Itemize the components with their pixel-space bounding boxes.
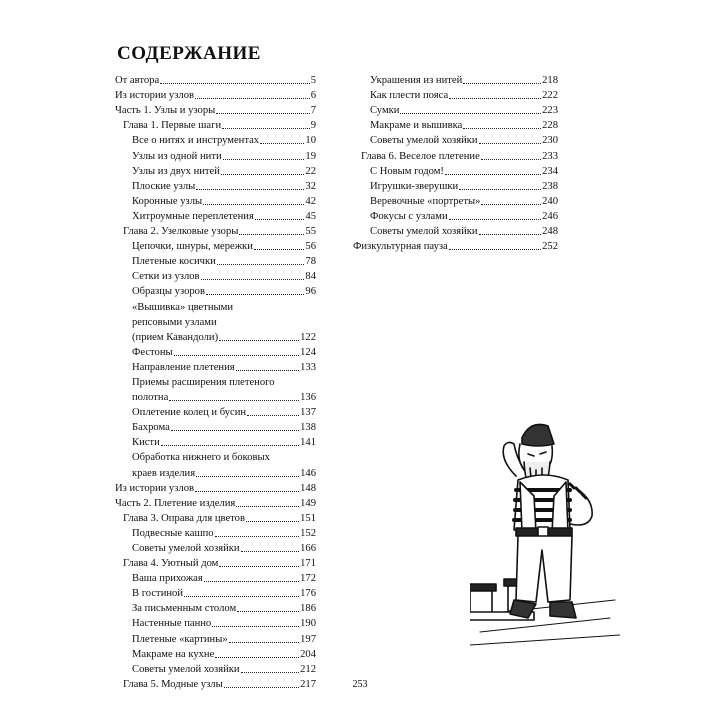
dot-leader	[479, 234, 542, 235]
dot-leader	[239, 234, 304, 235]
toc-entry	[115, 419, 316, 434]
dot-leader	[221, 174, 304, 175]
dot-leader	[216, 113, 309, 114]
toc-entry-page: 222	[542, 90, 558, 102]
toc-entry-label: (прием Кавандоли)	[132, 331, 219, 343]
toc-entry	[115, 72, 316, 87]
dot-leader	[481, 159, 541, 160]
toc-entry	[115, 646, 316, 661]
dot-leader	[481, 204, 541, 205]
toc-entry-label: Плоские узлы	[132, 180, 196, 192]
toc-entry	[115, 298, 316, 313]
toc-entry-page: 217	[300, 678, 316, 690]
dot-leader	[241, 672, 300, 673]
dot-leader	[445, 174, 541, 175]
toc-entry	[115, 570, 316, 585]
toc-entry-page: 146	[300, 467, 316, 479]
dot-leader	[400, 113, 541, 114]
toc-entry-label: Советы умелой хозяйки	[370, 135, 478, 147]
toc-entry-label: Сетки из узлов	[132, 271, 200, 283]
toc-entry-label: Украшения из нитей	[370, 75, 463, 87]
toc-entry-label: Глава 3. Оправа для цветов	[123, 512, 245, 524]
toc-entry	[115, 359, 316, 374]
toc-entry	[353, 163, 558, 178]
toc-entry	[115, 495, 316, 510]
dot-leader	[204, 581, 299, 582]
toc-entry-label: Советы умелой хозяйки	[132, 543, 240, 554]
toc-entry-page: 166	[300, 543, 316, 554]
toc-entry	[353, 223, 558, 238]
toc-right-column	[353, 72, 558, 253]
toc-entry-page: 137	[300, 407, 316, 419]
dot-leader	[255, 219, 305, 220]
toc-entry-label: Все о нитях и инструментах	[132, 135, 260, 147]
toc-entry-page: 22	[305, 165, 316, 177]
toc-entry-label: Глава 2. Узелковые узоры	[123, 226, 239, 238]
toc-entry	[115, 329, 316, 344]
toc-entry	[115, 540, 316, 555]
dot-leader	[215, 657, 299, 658]
toc-entry	[115, 163, 316, 178]
toc-entry	[353, 178, 558, 193]
toc-entry-page: 223	[542, 105, 558, 117]
toc-entry	[115, 525, 316, 540]
toc-entry-label: Как плести пояса	[370, 90, 449, 102]
toc-entry-page: 55	[305, 226, 316, 238]
toc-entry	[353, 208, 558, 223]
toc-entry-label: Советы умелой хозяйки	[370, 226, 478, 238]
toc-entry	[115, 344, 316, 359]
toc-entry	[353, 72, 558, 87]
toc-entry-page: 78	[305, 256, 316, 268]
dot-leader	[184, 596, 299, 597]
dot-leader	[195, 491, 299, 492]
toc-entry	[115, 314, 316, 329]
dot-leader	[459, 189, 541, 190]
toc-entry-page: 6	[310, 90, 316, 102]
toc-entry-page: 138	[300, 422, 316, 434]
dot-leader	[171, 430, 299, 431]
toc-entry-label: Обработка нижнего и боковых	[132, 452, 270, 464]
sailor-illustration	[470, 400, 620, 650]
toc-entry-page: 56	[305, 241, 316, 253]
dot-leader	[222, 128, 310, 129]
toc-entry	[115, 193, 316, 208]
toc-entry-label: репсовыми узлами	[132, 316, 217, 328]
toc-entry-page: 148	[300, 482, 316, 494]
dot-leader	[236, 370, 299, 371]
toc-entry	[115, 600, 316, 615]
dot-leader	[196, 476, 299, 477]
toc-entry-page: 84	[305, 271, 316, 283]
toc-entry	[353, 102, 558, 117]
toc-entry-label: За письменным столом	[132, 603, 237, 615]
toc-entry	[115, 585, 316, 600]
dot-leader	[223, 159, 305, 160]
toc-entry	[115, 449, 316, 464]
dot-leader	[215, 536, 300, 537]
toc-entry-page: 228	[542, 120, 558, 132]
dot-leader	[196, 189, 304, 190]
toc-entry-page: 10	[305, 135, 316, 147]
toc-entry	[353, 117, 558, 132]
dot-leader	[160, 83, 310, 84]
toc-entry	[115, 87, 316, 102]
toc-entry-page: 230	[542, 135, 558, 147]
toc-entry	[115, 283, 316, 298]
toc-entry-label: Советы умелой хозяйки	[132, 663, 240, 675]
toc-entry-page: 151	[300, 512, 316, 524]
toc-entry-label: От автора	[115, 75, 160, 87]
dot-leader	[217, 264, 305, 265]
toc-entry	[353, 193, 558, 208]
toc-entry-label: Узлы из двух нитей	[132, 165, 220, 177]
toc-entry-label: Глава 5. Модные узлы	[123, 678, 223, 690]
toc-entry-page: 252	[542, 241, 558, 253]
toc-entry-label: Из истории узлов	[115, 482, 194, 494]
dot-leader	[236, 506, 299, 507]
toc-entry-label: Образцы узоров	[132, 286, 205, 298]
toc-left-column	[115, 72, 316, 691]
toc-entry-label: Физкультурная пауза	[353, 241, 448, 253]
dot-leader	[260, 143, 304, 144]
toc-entry	[115, 510, 316, 525]
toc-entry-page: 122	[300, 331, 316, 343]
dot-leader	[241, 551, 300, 552]
toc-entry-label: Веревочные «портреты»	[370, 195, 481, 207]
toc-entry-page: 246	[542, 210, 558, 222]
toc-entry-page: 96	[305, 286, 316, 298]
toc-entry	[115, 374, 316, 389]
toc-entry-page: 172	[300, 573, 316, 585]
toc-entry-label: Макраме на кухне	[132, 648, 215, 660]
toc-entry	[115, 238, 316, 253]
toc-entry-page: 204	[300, 648, 316, 660]
toc-entry-label: Коронные узлы	[132, 195, 203, 207]
toc-entry-label: Макраме и вышивка	[370, 120, 463, 132]
toc-entry-label: Плетеные косички	[132, 256, 216, 268]
toc-entry-page: 240	[542, 195, 558, 207]
dot-leader	[254, 249, 305, 250]
toc-entry	[353, 132, 558, 147]
dot-leader	[174, 355, 299, 356]
dot-leader	[246, 521, 299, 522]
toc-entry-page: 141	[300, 437, 316, 449]
toc-entry	[115, 480, 316, 495]
toc-entry-page: 45	[305, 210, 316, 222]
toc-entry	[353, 147, 558, 162]
dot-leader	[449, 249, 541, 250]
toc-entry-page: 248	[542, 226, 558, 238]
toc-entry-page: 124	[300, 346, 316, 358]
toc-entry-label: Оплетение колец и бусин	[132, 407, 247, 419]
toc-entry-label: Подвесные кашпо	[132, 527, 214, 539]
toc-entry	[115, 389, 316, 404]
dot-leader	[463, 128, 541, 129]
toc-entry-page: 19	[305, 150, 316, 162]
dot-leader	[247, 415, 299, 416]
page-title: СОДЕРЖАНИЕ	[117, 43, 261, 64]
toc-entry-label: краев изделия	[132, 467, 196, 479]
toc-entry	[115, 615, 316, 630]
toc-entry	[115, 464, 316, 479]
dot-leader	[219, 566, 299, 567]
dot-leader	[479, 143, 542, 144]
dot-leader	[206, 294, 304, 295]
page-number: 253	[352, 679, 368, 690]
toc-entry-label: Узлы из одной нити	[132, 150, 222, 162]
toc-entry-label: Плетеные «картины»	[132, 633, 228, 645]
toc-entry-page: 197	[300, 633, 316, 645]
toc-entry-label: Фокусы с узлами	[370, 210, 448, 222]
toc-entry	[115, 223, 316, 238]
dot-leader	[229, 642, 299, 643]
toc-entry-page: 149	[300, 497, 316, 509]
toc-entry-page: 212	[300, 663, 316, 675]
toc-entry	[115, 404, 316, 419]
toc-entry-label: Хитроумные переплетения	[132, 210, 254, 222]
toc-entry-label: Из истории узлов	[115, 90, 194, 102]
toc-entry-page: 176	[300, 588, 316, 600]
toc-entry-label: Сумки	[370, 105, 400, 117]
toc-entry-page: 133	[300, 361, 316, 373]
toc-entry	[115, 661, 316, 676]
dot-leader	[169, 400, 299, 401]
toc-entry	[115, 555, 316, 570]
dot-leader	[449, 98, 541, 99]
toc-entry-label: С Новым годом!	[370, 165, 444, 177]
dot-leader	[203, 204, 304, 205]
toc-entry-label: Глава 6. Веселое плетение	[361, 150, 480, 162]
toc-entry-label: Настенные панно	[132, 618, 212, 630]
toc-entry-label: Бахрома	[132, 422, 170, 434]
toc-entry-page: 9	[310, 120, 316, 132]
dot-leader	[463, 83, 541, 84]
dot-leader	[212, 626, 299, 627]
toc-entry-label: Игрушки-зверушки	[370, 180, 459, 192]
toc-entry	[115, 117, 316, 132]
toc-entry-label: Глава 4. Уютный дом	[123, 558, 219, 570]
toc-entry-page: 238	[542, 180, 558, 192]
toc-entry-page: 7	[310, 105, 316, 117]
toc-entry-page: 136	[300, 392, 316, 404]
dot-leader	[219, 340, 299, 341]
toc-entry-page: 190	[300, 618, 316, 630]
toc-entry-label: полотна	[132, 392, 169, 404]
toc-entry-page: 234	[542, 165, 558, 177]
toc-entry-label: Ваша прихожая	[132, 573, 203, 585]
dot-leader	[201, 279, 305, 280]
dot-leader	[161, 445, 299, 446]
toc-entry-page: 152	[300, 527, 316, 539]
toc-entry-page: 186	[300, 603, 316, 615]
toc-entry	[115, 132, 316, 147]
toc-entry-label: Цепочки, шнуры, мережки	[132, 241, 253, 253]
toc-entry	[115, 208, 316, 223]
toc-entry-label: Приемы расширения плетеного	[132, 376, 275, 388]
toc-entry	[353, 238, 558, 253]
toc-entry-label: Кисти	[132, 437, 160, 449]
toc-entry	[115, 268, 316, 283]
toc-entry-label: Часть 2. Плетение изделия	[115, 497, 236, 509]
toc-entry-label: Фестоны	[132, 346, 173, 358]
toc-entry	[115, 147, 316, 162]
dot-leader	[449, 219, 541, 220]
toc-entry	[115, 434, 316, 449]
toc-entry-label: «Вышивка» цветными	[132, 301, 234, 313]
toc-entry-label: Глава 1. Первые шаги	[123, 120, 222, 132]
toc-entry-label: В гостиной	[132, 588, 183, 600]
toc-entry	[115, 102, 316, 117]
toc-entry-label: Направление плетения	[132, 361, 235, 373]
toc-entry-page: 32	[305, 180, 316, 192]
dot-leader	[237, 611, 299, 612]
toc-entry	[115, 630, 316, 645]
toc-entry-page: 5	[310, 75, 316, 87]
toc-entry-page: 171	[300, 558, 316, 570]
toc-entry	[115, 253, 316, 268]
toc-entry-page: 42	[305, 195, 316, 207]
toc-entry	[353, 87, 558, 102]
toc-entry-page: 218	[542, 75, 558, 87]
toc-entry-label: Часть 1. Узлы и узоры	[115, 105, 216, 117]
toc-entry-page: 233	[542, 150, 558, 162]
toc-entry	[115, 178, 316, 193]
dot-leader	[195, 98, 310, 99]
